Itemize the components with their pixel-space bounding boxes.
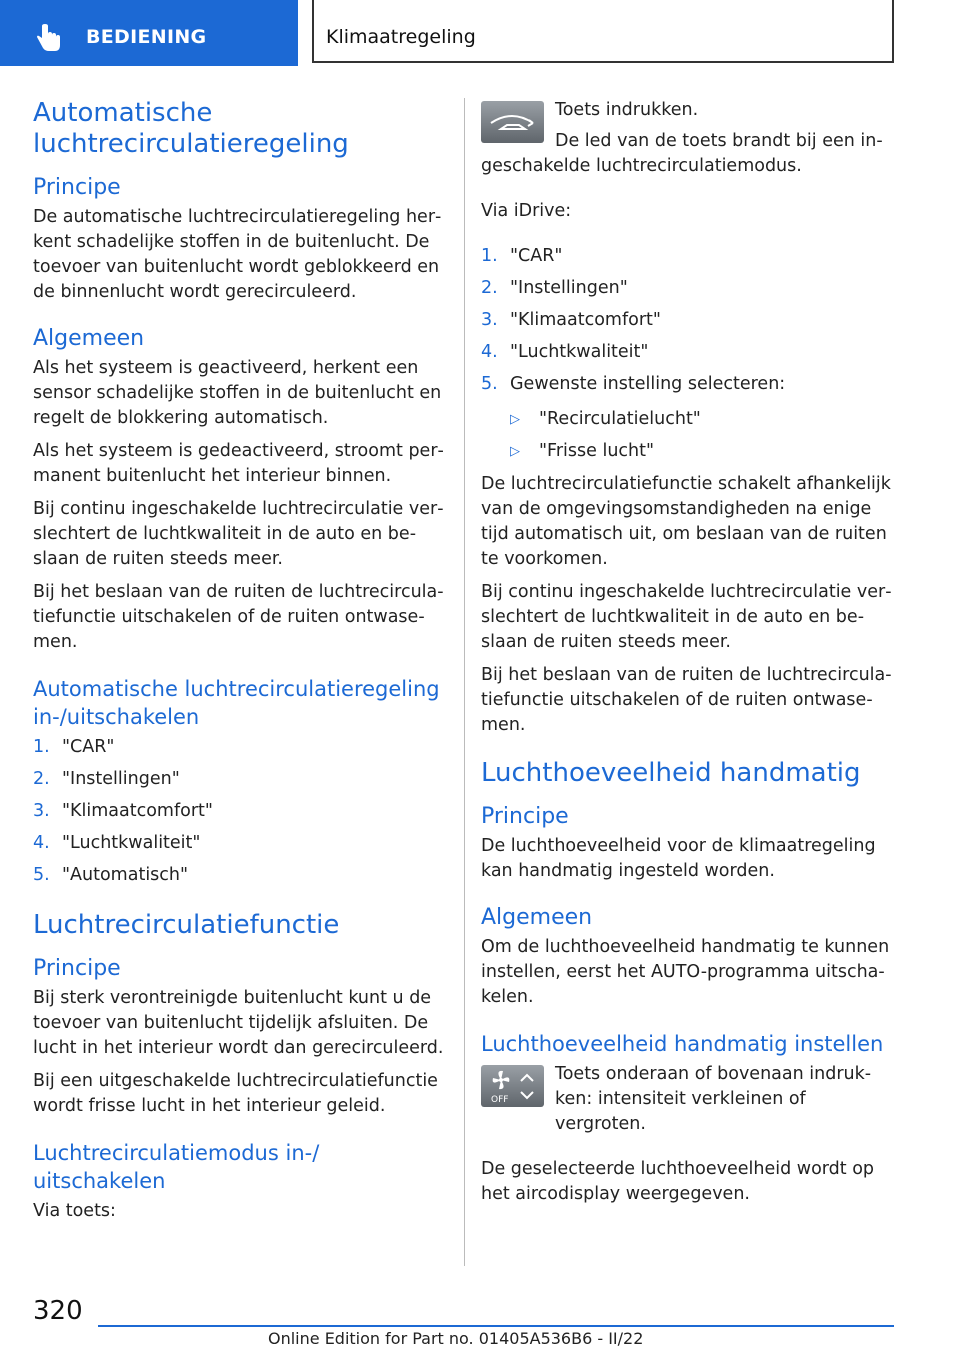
chapter-label: Klimaatregeling [326, 26, 476, 48]
option-list [510, 407, 899, 464]
subheading: Principe [33, 956, 121, 981]
list-item: 5. Gewenste instelling selecteren: [481, 374, 786, 394]
section-title: Luchthoeveelheid handmatig [481, 758, 861, 788]
fan-button-icon [481, 1065, 544, 1107]
edition-text: Online Edition for Part no. 01405A536B6 - II/22 [268, 1329, 644, 1348]
paragraph: De automatische luchtrecirculatieregeling herkent schadelijke stoffen in de buitenlucht. De toevoer van buitenlucht wordt geblokkeerd en de binnenlucht wordt gerecirculeerd. [33, 207, 442, 302]
subheading: Luchthoeveelheid handmatig instellen [481, 1032, 884, 1056]
paragraph: De luchthoeveelheid voor de klimaatregeling kan handmatig ingesteld worden. [481, 836, 876, 881]
list-item: 2. "Instellingen" [481, 278, 628, 298]
list-item: ▷ "Recirculatielucht" [510, 407, 899, 432]
chapter-tab [312, 0, 894, 63]
left-column [33, 98, 451, 1232]
list-item: 3. "Klimaatcomfort" [33, 801, 213, 821]
subheading: Algemeen [481, 905, 593, 930]
paragraph: De led van de toets brandt bij een ingeschakelde luchtrecirculatiemodus. [481, 131, 883, 176]
list-item: 4. "Luchtkwaliteit" [481, 342, 649, 362]
paragraph: Via iDrive: [481, 201, 572, 221]
paragraph: Toets indrukken. [555, 100, 699, 120]
paragraph: Om de luchthoeveelheid handmatig te kunnen instellen, eerst het AUTO-programma uitschakelen. [481, 937, 890, 1007]
section-title: Luchtrecirculatiefunctie [33, 910, 340, 940]
right-column [481, 98, 899, 1215]
page-header [0, 0, 960, 66]
subheading: Algemeen [33, 326, 145, 351]
subheading: Principe [481, 804, 569, 829]
paragraph: Bij continu ingeschakelde luchtrecirculatie verslechtert de luchtkwaliteit in de auto en beslaan de ruiten steeds meer. [481, 582, 892, 652]
step-list [481, 244, 899, 397]
list-item: 4. "Luchtkwaliteit" [33, 833, 201, 853]
paragraph: Bij continu ingeschakelde luchtrecirculatie verslechtert de luchtkwaliteit in de auto en beslaan de ruiten steeds meer. [33, 499, 444, 569]
subheading: Automatische luchtrecirculatieregeling in-/uitschakelen [33, 677, 440, 729]
paragraph: Bij een uitgeschakelde luchtrecirculatiefunctie wordt frisse lucht in het interieur geleid. [33, 1071, 438, 1116]
list-item: 5. "Automatisch" [33, 865, 189, 885]
paragraph: Bij sterk verontreinigde buitenlucht kunt u de toevoer van buitenlucht tijdelijk afsluiten. De lucht in het interieur wordt dan gerecirculeerd. [33, 988, 444, 1058]
subheading: Principe [33, 175, 121, 200]
paragraph: Bij het beslaan van de ruiten de luchtrecirculatiefunctie uitschakelen of de ruiten ontwasemen. [481, 665, 892, 735]
subheading: Luchtrecirculatiemodus in-/ uitschakelen [33, 1141, 320, 1193]
list-item: 1. "CAR" [33, 737, 115, 757]
list-item: 3. "Klimaatcomfort" [481, 310, 661, 330]
section-tab [0, 0, 298, 66]
list-item: 1. "CAR" [481, 246, 563, 266]
recirculation-button-icon [481, 101, 544, 143]
paragraph: Als het systeem is gedeactiveerd, stroomt permanent buitenlucht het interieur binnen. [33, 441, 444, 486]
column-divider [464, 98, 465, 1266]
step-list [33, 735, 451, 888]
triangle-icon: ▷ [510, 444, 520, 459]
list-item: ▷ "Frisse lucht" [510, 439, 899, 464]
page-number: 320 [33, 1296, 83, 1326]
triangle-icon: ▷ [510, 412, 520, 427]
hand-pointer-icon [36, 24, 62, 52]
svg-text:OFF: OFF [491, 1095, 509, 1105]
fan-button-row [481, 1062, 899, 1137]
paragraph: Toets onderaan of bovenaan indrukken: intensiteit verkleinen of vergroten. [555, 1064, 872, 1134]
section-title: Automatische luchtrecirculatieregeling [33, 98, 349, 159]
paragraph: Als het systeem is geactiveerd, herkent een sensor schadelijke stoffen in de buitenlucht en regelt de blokkering automatisch. [33, 358, 442, 428]
footer-divider [98, 1325, 894, 1327]
paragraph: De geselecteerde luchthoeveelheid wordt op het aircodisplay weergegeven. [481, 1159, 875, 1204]
paragraph: Via toets: [33, 1201, 116, 1221]
paragraph: De luchtrecirculatiefunctie schakelt afhankelijk van de omgevingsomstandigheden na enige tijd automatisch uit, om beslaan van de ruiten te voorkomen. [481, 474, 891, 569]
list-item: 2. "Instellingen" [33, 769, 180, 789]
section-label: BEDIENING [86, 26, 207, 48]
paragraph: Bij het beslaan van de ruiten de luchtrecirculatiefunctie uitschakelen of de ruiten ontwasemen. [33, 582, 444, 652]
